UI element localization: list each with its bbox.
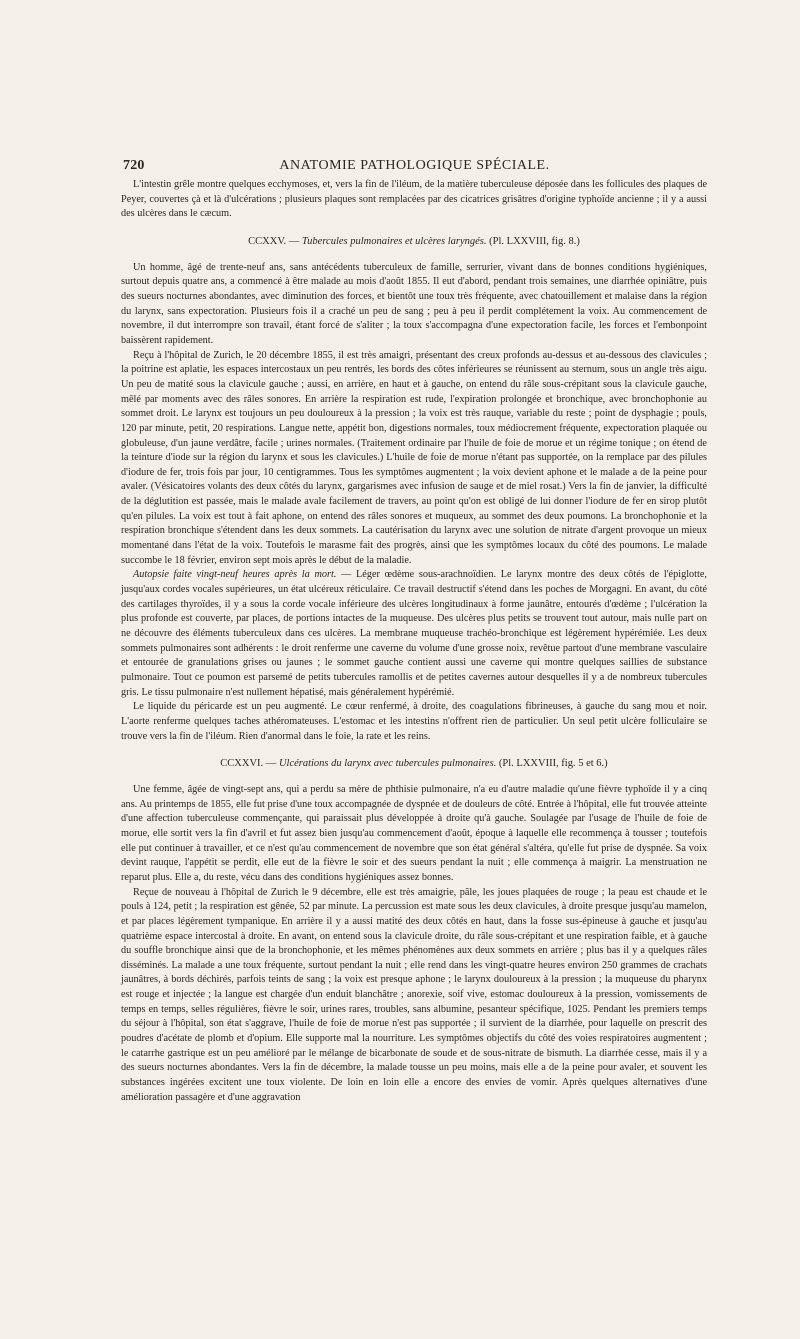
autopsy-heading: Autopsie faite vingt-neuf heures après la mort. [133,569,337,581]
autopsy-text: — Léger œdème sous-arachnoïdien. Le larynx montre des deux côtés de l'épiglotte, jusqu'aux cordes vocales supérieures, un état ulcéreux réticulaire. Ce travail destructif s'étend dans les poches de Morgagni. En avant, du côté des cartilages thyroïdes, il y a sous la corde vocale inférieure des ulcères longitudinaux à forme jaunâtre, entourés d'œdème ; l'ulcération la plus profonde est couverte, par places, de portions intactes de la muqueuse. Des ulcères plus petits se trouvent tout autour, mais nulle part on ne découvre des éléments tuberculeux dans ces ulcères. La membrane muqueuse trachéo-bronchique est légèrement hypérémiée. Les deux sommets pulmonaires sont adhérents : le droit renferme une caverne du volume d'une grosse noix, revêtue partout d'une membrane vasculaire et entourée de granulations grises ou jaunes ; le sommet gauche contient aussi une caverne qui montre quelques saillies de substance pulmonaire. Tout ce poumon est parsemé de petits tubercules ramollis et de petites cavernes autour desquelles il y a de nombreux tubercules gris. Le tissu pulmonaire n'est nullement hépatisé, mais généralement hypérémié. [121,569,707,698]
observation-number: CCXXVI. — [220,758,277,770]
observation-heading: Ulcérations du larynx avec tubercules pulmonaires. [278,758,497,770]
observation-heading: Tubercules pulmonaires et ulcères laryngés. [301,235,487,247]
observation-title-ccxxv [121,235,707,250]
page-header [123,158,706,178]
plate-reference: (Pl. LXXVIII, fig. 8.) [489,235,580,247]
observation-title-ccxxvi [121,757,707,772]
autopsy-paragraph [121,568,707,700]
page-body [121,178,707,1105]
clinical-course-paragraph: Reçue de nouveau à l'hôpital de Zurich le 9 décembre, elle est très amaigrie, pâle, les joues plaquées de rouge ; la peau est chaude et le pouls à 124, petit ; la respiration est gênée, 52 par minute. La percussion est mate sous les deux clavicules, à droite presque jusqu'au mamelon, et par places légèrement tympanique. En arrière il y a aussi matité des deux côtés en haut, dans la fosse sus-épineuse à gauche et jusqu'au quatrième espace intercostal à droite. En avant, on entend sous la clavicule droite, du râle sous-crépitant et une respiration faible, et à gauche du souffle bronchique ainsi que de la bronchophonie, et les mêmes phénomènes aux deux sommets en arrière ; plus bas il y a quelques râles disséminés. La malade a une toux fréquente, surtout pendant la nuit ; elle rend dans les vingt-quatre heures environ 250 grammes de crachats jaunâtres, à bords déchirés, parfois teints de sang ; la voix est presque aphone ; le larynx douloureux à la pression ; la muqueuse du pharynx est rouge et injectée ; la langue est chargée d'un enduit blanchâtre ; anorexie, soif vive, estomac douloureux à la pression, vomissements de temps en temps, selles régulières, fièvre le soir, urines rares, troubles, sans albumine, pesanteur spécifique, 1025. Pendant les premiers temps du séjour à l'hôpital, son état s'aggrave, l'huile de foie de morue n'est pas supportée ; il survient de la diarrhée, pour laquelle on prescrit des poudres d'acétate de plomb et d'opium. Elle supporte mal la nourriture. Les symptômes objectifs du côté des voies respiratoires augmentent ; le catarrhe gastrique est un peu amélioré par le mélange de bicarbonate de soude et de sous-nitrate de bismuth. La diarrhée cesse, mais il y a des sueurs nocturnes abondantes. Vers la fin de décembre, la malade tousse un peu moins, mais elle a de la peine pour avaler, et souvent les substances ingérées excitent une toux violente. De loin en loin elle a encore des envies de vomir. Après quelques alternatives d'une amélioration passagère et d'une aggravation [121,886,707,1103]
clinical-course-paragraph: Reçu à l'hôpital de Zurich, le 20 décembre 1855, il est très amaigri, présentant des creux profonds au-dessus et au-dessous des clavicules ; la poitrine est aplatie, les espaces intercostaux un peu rentrés, les bords des côtes inférieures se réunissent au sternum, sous un angle très aigu. Un peu de matité sous la clavicule gauche ; aussi, en arrière, en haut et à gauche, on entend du râle sous-crépitant sous la clavicule gauche, mêlé par moments avec des râles sonores. En arrière la respiration est rude, l'expiration prolongée et bronchique, avec bronchophonie au sommet droit. Le larynx est toujours un peu douloureux à la pression ; la voix est très rauque, variable du reste ; point de dysphagie ; pouls, 120 par minute, petit, 20 respirations. Langue nette, appétit bon, digestions normales, toux médiocrement fréquente, expectoration plaquée ou globuleuse, d'un jaune verdâtre, facile ; urines normales. (Traitement ordinaire par l'huile de foie de morue et un régime tonique ; on étend de la teinture d'iode sur la région du larynx et sous les clavicules.) L'huile de foie de morue n'étant pas supportée, on la remplace par des pilules d'iodure de fer, trois fois par jour, 10 centigrammes. Tous les symptômes augmentent ; la voix devient aphone et le malade a de la peine pour avaler. (Vésicatoires volants des deux côtés du larynx, gargarismes avec infusion de sauge et de miel rosat.) Vers la fin de janvier, la difficulté de la déglutition est passée, mais le malade avale facilement de travers, au point qu'on est obligé de lui donner l'iodure de fer en sirop plutôt qu'en pilules. La voix est tout à fait aphone, on entend des râles sonores et muqueux, au sommet des deux poumons. La bronchophonie et la respiration bronchique s'étendent dans les deux sommets. La cautérisation du larynx avec une solution de nitrate d'argent provoque un mieux momentané dans l'état de la voix. Toutefois le marasme fait des progrès, ainsi que les symptômes locaux du côté des poumons. Le malade succombe le 18 février, environ sept mois après le début de la maladie. [121,349,707,566]
running-title: ANATOMIE PATHOLOGIQUE SPÉCIALE. [279,158,550,173]
case-history-paragraph: Une femme, âgée de vingt-sept ans, qui a perdu sa mère de phthisie pulmonaire, n'a eu d'autre maladie qu'une fièvre typhoïde il y a cinq ans. Au printemps de 1855, elle fut prise d'une toux accompagnée de dyspnée et de douleurs de côté. Entrée à l'hôpital, elle fut trouvée atteinte d'une affection tuberculeuse commençante, qui paraissait plus développée à droite qu'à gauche. Soulagée par l'usage de l'huile de foie de morue, elle sortit vers la fin d'avril et fut assez bien jusqu'au commencement d'août, époque à laquelle elle recommença à tousser ; toutefois elle put continuer à travailler, et ce n'est qu'au commencement de novembre que son état général s'altéra, qu'elle fut prise de dyspnée. Sa voix devint rauque, l'appétit se perdit, elle eut de la fièvre le soir et des sueurs pendant la nuit ; elle commença à maigrir. La menstruation ne reparut plus. Elle a, du reste, vécu dans des conditions hygiéniques assez bonnes. [121,783,707,883]
autopsy-continued-paragraph: Le liquide du péricarde est un peu augmenté. Le cœur renfermé, à droite, des coagulations fibrineuses, à gauche du sang mou et noir. L'aorte renferme quelques taches athéromateuses. L'estomac et les intestins n'offrent rien de particulier. Un seul petit ulcère folliculaire se trouve vers la fin de l'iléum. Rien d'anormal dans le foie, la rate et les reins. [121,701,707,742]
intro-paragraph: L'intestin grêle montre quelques ecchymoses, et, vers la fin de l'iléum, de la matière tuberculeuse déposée dans les follicules des plaques de Peyer, couvertes çà et là d'ulcérations ; plusieurs plaques sont remplacées par des cicatrices grisâtres d'origine typhoïde ancienne ; il y a aussi des ulcères dans le cæcum. [121,179,707,220]
page-number: 720 [123,158,145,173]
observation-number: CCXXV. — [248,235,300,247]
plate-reference: (Pl. LXXVIII, fig. 5 et 6.) [498,758,608,770]
case-history-paragraph: Un homme, âgé de trente-neuf ans, sans antécédents tuberculeux de famille, serrurier, vivant dans de bonnes conditions hygiéniques, surtout depuis quatre ans, a commencé à être malade au mois d'août 1855. Il eut d'abord, pendant trois semaines, une diarrhée opiniâtre, puis des sueurs nocturnes abondantes, avec diminution des forces, et bientôt une toux très fréquente, avec chatouillement et malaise dans la région du larynx, sans expectoration. Plusieurs fois il a craché un peu de sang ; peu à peu il perdit complétement la voix. Au commencement de novembre, il dut interrompre son travail, étant forcé de s'aliter ; la toux s'accompagna d'une expectoration facile, les forces et l'embonpoint baissèrent rapidement. [121,261,707,346]
